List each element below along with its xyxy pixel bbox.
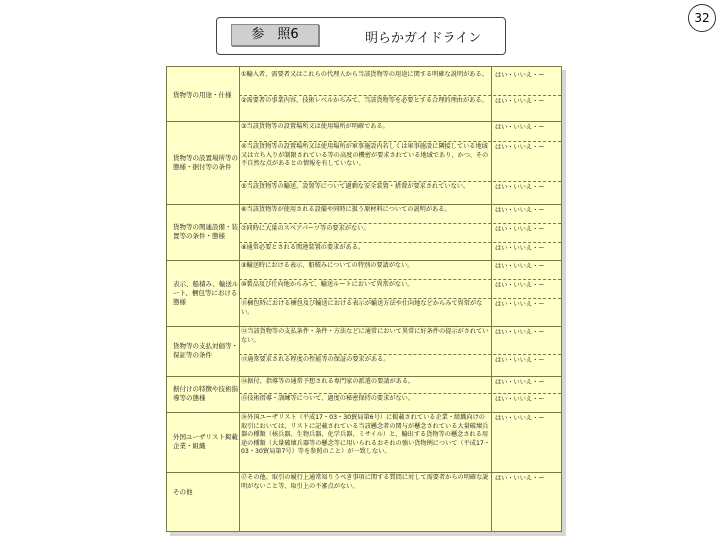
item-divider	[239, 181, 561, 182]
category-label: 表示、船積み、輸送ルート、梱包等における態様	[173, 279, 239, 306]
answer-choices[interactable]: はい・いいえ・ー	[495, 415, 545, 422]
item-divider	[239, 393, 561, 394]
item-divider	[239, 298, 561, 299]
item-divider	[239, 242, 561, 243]
checklist-item: ⑨輸送時における表示、船積みについての特別の要請がない。	[241, 262, 414, 269]
answer-choices[interactable]: はい・いいえ・ー	[495, 226, 545, 233]
category-label: 貨物等の支払対価等・保証等の条件	[173, 342, 238, 359]
answer-choices[interactable]: はい・いいえ・ー	[495, 329, 545, 336]
answer-choices[interactable]: はい・いいえ・ー	[495, 245, 545, 252]
category-label: 据付けの特徴や技術指導等の態様	[173, 385, 238, 402]
answer-choices[interactable]: はい・いいえ・ー	[495, 379, 545, 386]
answer-choices[interactable]: はい・いいえ・ー	[495, 207, 545, 214]
category-label: 外国ユーザリスト掲載企業・組織	[173, 433, 238, 450]
column-divider	[491, 67, 492, 531]
answer-choices[interactable]: はい・いいえ・ー	[495, 301, 545, 308]
item-divider	[239, 223, 561, 224]
category-label: その他	[173, 487, 193, 496]
checklist-table	[166, 66, 562, 532]
checklist-item: ⑯外国ユーザリスト（平成17・03・30貿局第6号）に掲載されている企業・組織向けの取引においては、リストに記載されている当該懸念者の関与が懸念されている大量破壊兵器の種類（核兵器、生物兵器、化学兵器、ミサイル）と、輸出する貨物等の懸念される用途の種類（大量破壊兵器等の懸念等に用いられるおそれの強い貨物例について（平成17・03・30貿局第7号）等を参照のこと）が一致しない。	[241, 414, 491, 455]
checklist-item: ⑮技術指導・訓練等について、過度の秘密保持の要求がない。	[241, 395, 415, 402]
checklist-item: ⑭据付、指導等の通常予想される専門家の派遣の要請がある。	[241, 378, 415, 385]
checklist-item: ⑫当該貨物等の支払条件・条件・方法などに通常において異常に好条件の提示がされていない。	[241, 328, 489, 344]
answer-choices[interactable]: はい・いいえ・ー	[495, 184, 545, 191]
header-title: 明らかガイドライン	[365, 31, 482, 46]
checklist-item: ②需要者の事業内容、技術レベルからみて、当該貨物等を必要とする合理的理由がある。	[241, 97, 488, 104]
section-divider	[167, 376, 561, 377]
category-label: 貨物等の設置場所等の態様・据付等の条件	[173, 153, 238, 171]
checklist-item: ⑦同時に大量のスペアパーツ等の要求がない。	[241, 225, 370, 232]
column-divider	[239, 67, 240, 531]
reference-badge: 参 照6	[231, 24, 319, 46]
answer-choices[interactable]: はい・いいえ・ー	[495, 72, 545, 79]
item-divider	[239, 95, 561, 96]
answer-choices[interactable]: はい・いいえ・ー	[495, 357, 545, 364]
answer-choices[interactable]: はい・いいえ・ー	[495, 396, 545, 403]
category-label: 貨物等の用途・仕様	[173, 90, 232, 99]
section-divider	[167, 260, 561, 261]
answer-choices[interactable]: はい・いいえ・ー	[495, 98, 545, 105]
checklist-item: ③当該貨物等の設置場所又は使用場所が明確である。	[241, 123, 389, 130]
page-number-badge: 32	[688, 4, 716, 32]
checklist-item: ⑩製品及び仕向地からみて、輸送ルートにおいて異常がない。	[241, 281, 414, 288]
section-divider	[167, 472, 561, 473]
checklist-item: ⑰その他、取引の履行上通常知りうべき事項に関する質問に対して需要者からの明確な説明がないこと等、取引上の不審点がない。	[241, 474, 489, 490]
item-divider	[239, 141, 561, 142]
section-divider	[167, 412, 561, 413]
checklist-item: ①輸入者、需要者又はこれらの代理人から当該貨物等の用途に関する明確な説明がある。	[241, 71, 488, 78]
item-divider	[239, 279, 561, 280]
answer-choices[interactable]: はい・いいえ・ー	[495, 475, 545, 482]
item-divider	[239, 354, 561, 355]
checklist-item: ⑤当該貨物等の輸送、設置等について過剰な安全装置・措置が要求されていない。	[241, 183, 470, 190]
checklist-item: ⑪梱包時における梱包及び輸送における表示が輸送方法や仕向地などからみて異常がない。	[241, 300, 483, 316]
answer-choices[interactable]: はい・いいえ・ー	[495, 144, 545, 151]
answer-choices[interactable]: はい・いいえ・ー	[495, 282, 545, 289]
category-label: 貨物等の関連設備・装置等の条件・態様	[173, 223, 238, 240]
checklist-item: ⑬通常要求される程度の性能等の保証の要求がある。	[241, 356, 390, 363]
checklist-item: ④当該貨物等の設置場所又は使用場所が軍事施設内若しくは軍事施設に隣接している地域又は立ち入りが制限されている等の高度の機密が要求されている地域であり、かつ、その不自然な点があるとの情報を有していない。	[241, 143, 489, 167]
answer-choices[interactable]: はい・いいえ・ー	[495, 263, 545, 270]
section-divider	[167, 326, 561, 327]
answer-choices[interactable]: はい・いいえ・ー	[495, 124, 545, 131]
checklist-item: ⑧通常必要とされる関連装置の要求がある。	[241, 244, 365, 251]
section-divider	[167, 121, 561, 122]
guideline-header	[216, 17, 506, 55]
checklist-item: ⑥当該貨物等が使用される設備や同時に扱う原材料についての説明がある。	[241, 206, 451, 213]
section-divider	[167, 204, 561, 205]
